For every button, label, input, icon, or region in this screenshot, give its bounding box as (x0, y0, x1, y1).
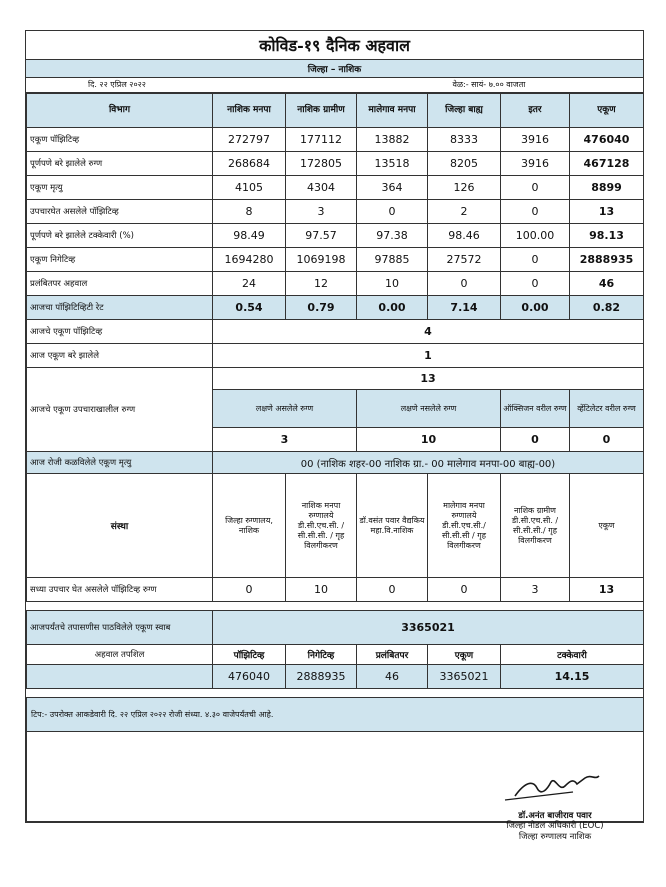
today-recovered-label: आज एकूण बरे झालेले (27, 344, 213, 368)
symptomatic-value: 3 (213, 428, 357, 452)
stat-label: एकूण मृत्यु (27, 176, 213, 200)
institution-header: नाशिक मनपा रुग्णालये डी.सी.एच.सी. / सी.सी.सी. / गृह विलगीकरण (286, 474, 357, 578)
under-treatment-label: आजचे एकूण उपचाराखालील रुग्ण (27, 368, 213, 452)
spacer (27, 689, 644, 698)
institution-header: एकूण (570, 474, 644, 578)
stat-row (27, 272, 644, 296)
asymptomatic-value: 10 (357, 428, 501, 452)
district-header: जिल्हा – नाशिक (26, 60, 643, 78)
stat-value: 97.38 (357, 224, 428, 248)
stat-total: 0.82 (570, 296, 644, 320)
stat-value: 4105 (213, 176, 286, 200)
summary-header: एकूण (428, 645, 501, 665)
summary-header: टक्केवारी (501, 645, 644, 665)
oxygen-value: 0 (501, 428, 570, 452)
stat-total: 476040 (570, 128, 644, 152)
stat-value: 2 (428, 200, 501, 224)
stat-value: 7.14 (428, 296, 501, 320)
stat-value: 10 (357, 272, 428, 296)
stat-value: 272797 (213, 128, 286, 152)
stat-value: 13882 (357, 128, 428, 152)
stat-value: 0 (501, 272, 570, 296)
deaths-today-label: आज रोजी कळविलेले एकूण मृत्यु (27, 452, 213, 474)
stat-value: 27572 (428, 248, 501, 272)
stat-value: 98.49 (213, 224, 286, 248)
summary-header-row (27, 645, 644, 665)
stat-value: 98.46 (428, 224, 501, 248)
institution-total: 13 (570, 578, 644, 602)
date-line (26, 78, 643, 93)
stat-value: 0.79 (286, 296, 357, 320)
summary-value: 14.15 (501, 665, 644, 689)
today-positive-value: 4 (213, 320, 644, 344)
footnote: टिप:- उपरोक्त आकडेवारी दि. २२ एप्रिल २०२२ रोजी संध्या. ४.३० वाजेपर्यंतची आहे. (27, 698, 644, 732)
stat-value: 3916 (501, 128, 570, 152)
stat-row (27, 224, 644, 248)
institution-header: जिल्हा रुग्णालय, नाशिक (213, 474, 286, 578)
institution-value: 0 (357, 578, 428, 602)
stat-value: 126 (428, 176, 501, 200)
summary-header: पॉझिटिव्ह (213, 645, 286, 665)
signature-block (470, 770, 640, 843)
col-header: नाशिक ग्रामीण (286, 94, 357, 128)
summary-value: 2888935 (286, 665, 357, 689)
deaths-today-row (27, 452, 644, 474)
stat-value: 364 (357, 176, 428, 200)
stat-value: 24 (213, 272, 286, 296)
stat-label: उपचारघेत असलेले पॉझिटिव्ह (27, 200, 213, 224)
ventilator-value: 0 (570, 428, 644, 452)
positivity-row (27, 296, 644, 320)
stat-value: 100.00 (501, 224, 570, 248)
stat-value: 97.57 (286, 224, 357, 248)
swabs-label: आजपर्यंतचे तपासणीस पाठविलेले एकूण स्वाब (27, 611, 213, 645)
asymptomatic-header: लक्षणे नसलेले रुग्ण (357, 390, 501, 428)
institution-header: नाशिक ग्रामीण डी.सी.एच.सी. /सी.सी.सी./ गृह विलगीकरण (501, 474, 570, 578)
summary-header: निगेटिव्ह (286, 645, 357, 665)
institution-value: 0 (428, 578, 501, 602)
stat-value: 13518 (357, 152, 428, 176)
today-recovered-value: 1 (213, 344, 644, 368)
col-header: विभाग (27, 94, 213, 128)
symptomatic-header: लक्षणे असलेले रुग्ण (213, 390, 357, 428)
handwritten-signature (495, 770, 615, 804)
stat-value: 8205 (428, 152, 501, 176)
stat-row (27, 152, 644, 176)
stat-value: 4304 (286, 176, 357, 200)
stat-value: 0 (501, 248, 570, 272)
institution-value: 10 (286, 578, 357, 602)
report-time: वेळ:- सायं- ७.०० वाजता (452, 80, 526, 89)
today-recovered-row (27, 344, 644, 368)
spacer-row (27, 689, 644, 698)
institution-value: 3 (501, 578, 570, 602)
stat-label: प्रलंबितपर अहवाल (27, 272, 213, 296)
stat-value: 0 (428, 272, 501, 296)
oxygen-header: ऑक्सिजन वरील रुग्ण (501, 390, 570, 428)
summary-label: अहवाल तपशिल (27, 645, 213, 665)
report-title: कोविड-१९ दैनिक अहवाल (26, 31, 643, 60)
stat-value: 97885 (357, 248, 428, 272)
stat-value: 172805 (286, 152, 357, 176)
summary-value: 46 (357, 665, 428, 689)
col-header: नाशिक मनपा (213, 94, 286, 128)
stat-row (27, 248, 644, 272)
stat-row (27, 200, 644, 224)
stat-value: 0 (501, 176, 570, 200)
summary-empty-cell (27, 665, 213, 689)
stat-row (27, 176, 644, 200)
report-sheet (25, 30, 644, 823)
main-stats-table (26, 93, 644, 822)
summary-value: 476040 (213, 665, 286, 689)
institution-value: 0 (213, 578, 286, 602)
column-header-row (27, 94, 644, 128)
stat-value: 0.54 (213, 296, 286, 320)
signatory-designation: जिल्हा नोडल अधिकारी (EOC) (506, 821, 604, 831)
today-positive-label: आजचे एकूण पॉझिटिव्ह (27, 320, 213, 344)
swabs-row (27, 611, 644, 645)
stat-total: 13 (570, 200, 644, 224)
stat-total: 467128 (570, 152, 644, 176)
signatory-name: डॉ.अनंत बाजीराव पवार (518, 811, 592, 821)
today-positive-row (27, 320, 644, 344)
stat-row (27, 128, 644, 152)
stat-label: एकूण पॉझिटिव्ह (27, 128, 213, 152)
stat-value: 0 (357, 200, 428, 224)
col-header: जिल्हा बाह्य (428, 94, 501, 128)
institution-header: डॉ.वसंत पवार वैद्यकिय महा.वि.नाशिक (357, 474, 428, 578)
stat-value: 1694280 (213, 248, 286, 272)
summary-values-row (27, 665, 644, 689)
stat-value: 0 (501, 200, 570, 224)
stat-value: 3916 (501, 152, 570, 176)
spacer (27, 602, 644, 611)
stat-total: 46 (570, 272, 644, 296)
stat-label: पूर्णपणे बरे झालेले रुग्ण (27, 152, 213, 176)
institution-row-label: सध्या उपचार घेत असलेले पॉझिटिव्ह रुग्ण (27, 578, 213, 602)
under-treatment-row (27, 368, 644, 390)
signatory-office: जिल्हा रुग्णालय नाशिक (518, 832, 592, 842)
under-treatment-total: 13 (213, 368, 644, 390)
report-date: दि. २२ एप्रिल २०२२ (88, 80, 146, 89)
spacer-row (27, 602, 644, 611)
stat-label: एकूण निगेटिव्ह (27, 248, 213, 272)
swabs-value: 3365021 (213, 611, 644, 645)
stat-label: पूर्णपणे बरे झालेले टक्केवारी (%) (27, 224, 213, 248)
stat-total: 8899 (570, 176, 644, 200)
summary-value: 3365021 (428, 665, 501, 689)
institution-values-row (27, 578, 644, 602)
stat-value: 0.00 (357, 296, 428, 320)
ventilator-header: व्हेंटिलेटर वरील रुग्ण (570, 390, 644, 428)
stat-value: 268684 (213, 152, 286, 176)
stat-value: 177112 (286, 128, 357, 152)
institution-header-row (27, 474, 644, 578)
col-header: मालेगाव मनपा (357, 94, 428, 128)
stat-value: 0.00 (501, 296, 570, 320)
stat-value: 8333 (428, 128, 501, 152)
stat-value: 8 (213, 200, 286, 224)
col-header: इतर (501, 94, 570, 128)
stat-value: 12 (286, 272, 357, 296)
summary-header: प्रलंबितपर (357, 645, 428, 665)
institution-label: संस्था (27, 474, 213, 578)
stat-value: 1069198 (286, 248, 357, 272)
stat-label: आजचा पॉझिटिव्हिटी रेट (27, 296, 213, 320)
stat-value: 3 (286, 200, 357, 224)
deaths-today-value: 00 (नाशिक शहर-00 नाशिक ग्रा.- 00 मालेगाव मनपा-00 बाह्य-00) (213, 452, 644, 474)
stat-total: 98.13 (570, 224, 644, 248)
institution-header: मालेगाव मनपा रुग्णालये डी.सी.एच.सी./ सी.सी.सी / गृह विलगीकरण (428, 474, 501, 578)
note-row (27, 698, 644, 732)
stat-total: 2888935 (570, 248, 644, 272)
col-header: एकूण (570, 94, 644, 128)
